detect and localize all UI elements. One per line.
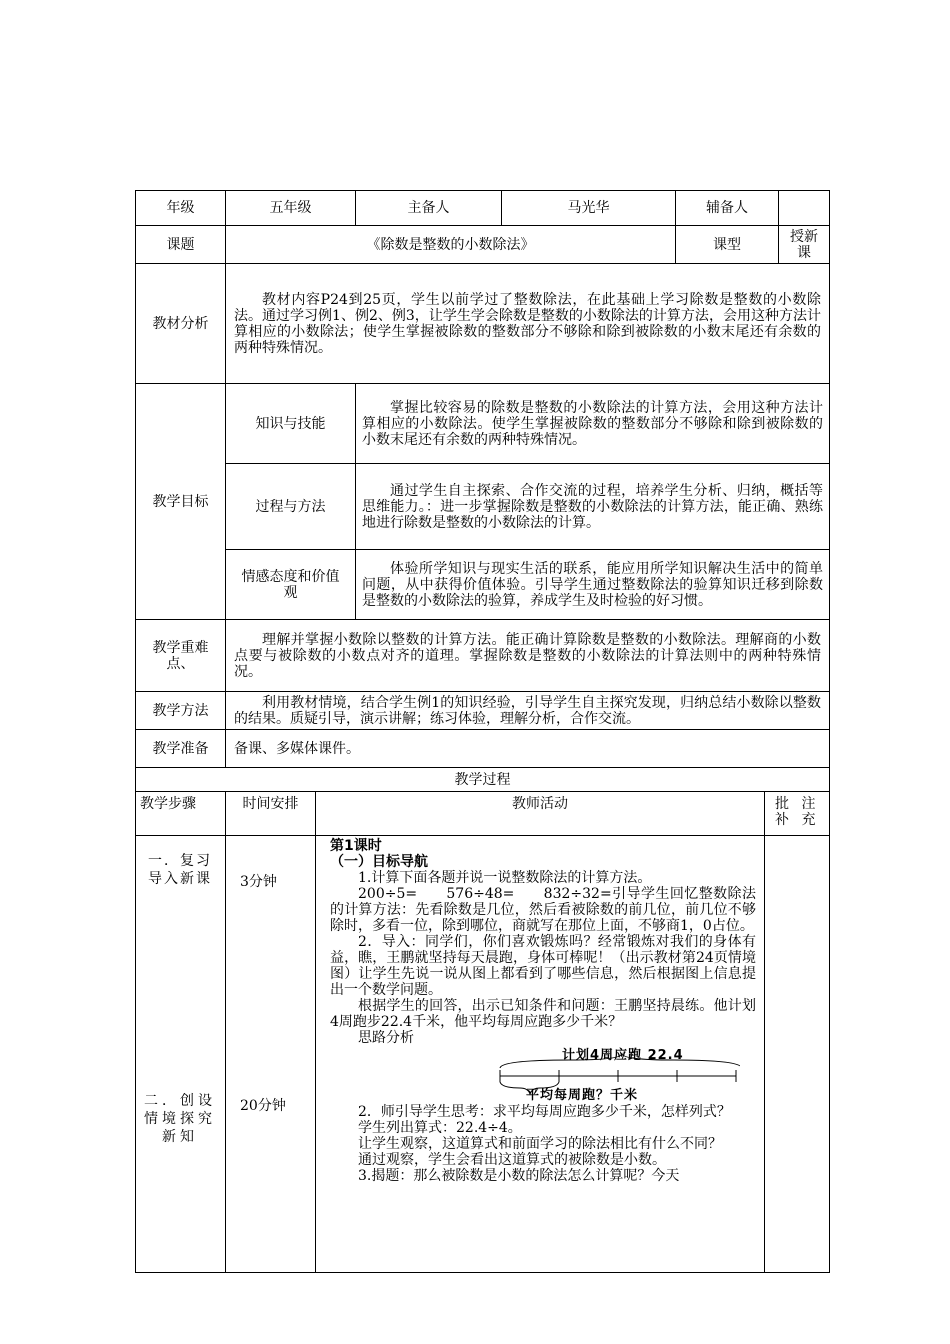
activity-p10: 3.揭题：那么被除数是小数的除法怎么计算呢？今天 — [358, 1168, 680, 1184]
topic-value: 《除数是整数的小数除法》 — [226, 226, 676, 264]
methods-row — [136, 692, 830, 730]
diagram-total-label: 计划4周应跑 22.4 — [562, 1048, 684, 1063]
process-title: 教学过程 — [136, 768, 830, 792]
grade-label: 年级 — [136, 191, 226, 226]
objectives-label: 教学目标 — [136, 384, 226, 620]
keypoints-label: 教学重难点、 — [136, 620, 226, 692]
objective-1-label: 知识与技能 — [226, 384, 356, 464]
topic-label: 课题 — [136, 226, 226, 264]
lesson-plan-table — [135, 190, 830, 1273]
assist-prep-value — [779, 191, 830, 226]
session-heading: 第1课时 — [330, 838, 382, 854]
teacher-activity — [316, 836, 765, 1273]
methods-label: 教学方法 — [136, 692, 226, 730]
objective-1-text: 掌握比较容易的除数是整数的小数除法的计算方法，会用这种方法计算相应的小数除法。使学生掌握被除数的整数部分不够除和除到被除数的小数末尾还有余数的两种特殊情况。 — [362, 399, 823, 448]
material-text: 教材内容P24到25页，学生以前学过了整数除法，在此基础上学习除数是整数的小数除法。通过学习例1、例2、例3，让学生学会除数是整数的小数除法的计算方法，会用这种方法计算相应的小数除法；使学生掌握被除数的整数部分不够除和除到被除数的小数末尾还有余数的两种特殊情况。 — [234, 291, 821, 356]
objective-row-1 — [136, 384, 830, 464]
diagram-part-label: 平均每周跑？千米 — [526, 1088, 639, 1103]
topic-row — [136, 226, 830, 264]
col-activity-header: 教师活动 — [316, 792, 765, 836]
step-2-label: 二．创设情境探究新知 — [144, 1093, 216, 1145]
col-time-header: 时间安排 — [226, 792, 316, 836]
prep-row — [136, 730, 830, 768]
prep-text: 备课、多媒体课件。 — [226, 730, 830, 768]
main-prep-label: 主备人 — [356, 191, 502, 226]
activity-p8: 让学生观察，这道算式和前面学习的除法相比有什么不同？ — [358, 1136, 722, 1152]
activity-p7: 学生列出算式：22.4÷4。 — [358, 1120, 522, 1136]
objective-2-text: 通过学生自主探索、合作交流的过程，培养学生分析、归纳，概括等思维能力。：进一步掌握除数是整数的小数除法的计算方法，能正确、熟练地进行除数是整数的小数除法的计算。 — [362, 482, 823, 531]
objective-2-label: 过程与方法 — [226, 464, 356, 550]
activity-p6: 2．师引导学生思考：求平均每周应跑多少千米，怎样列式？ — [358, 1104, 731, 1120]
process-title-row — [136, 768, 830, 792]
time-2: 20分钟 — [240, 1098, 286, 1114]
methods-text: 利用教材情境，结合学生例1的知识经验，引导学生自主探究发现，归纳总结小数除以整数的结果。质疑引导，演示讲解；练习体验，理解分析，合作交流。 — [234, 694, 821, 727]
objective-3-label: 情感态度和价值观 — [226, 550, 356, 620]
col-steps-header: 教学步骤 — [136, 792, 226, 836]
assist-prep-label: 辅备人 — [676, 191, 779, 226]
activity-p2: 200÷5= 576÷48= 832÷32=引导学生回忆整数除法的计算方法：先看除数是几位，然后看被除数的前几位，前几位不够除时，多看一位，除到哪位，商就写在那位上面，不够商1，0占位。 — [330, 886, 756, 934]
distance-diagram — [330, 1046, 756, 1104]
header-row — [136, 191, 830, 226]
col-notes-header: 批 注补 充 — [765, 792, 830, 836]
activity-p4: 根据学生的回答，出示已知条件和问题：王鹏坚持晨练。他计划4周跑步22.4千米，他平均每周应跑多少千米？ — [330, 998, 756, 1030]
objective-row-3 — [136, 550, 830, 620]
objective-row-2 — [136, 464, 830, 550]
keypoints-text: 理解并掌握小数除以整数的计算方法。能正确计算除数是整数的小数除法。理解商的小数点要与被除数的小数点对齐的道理。掌握除数是整数的小数除法的计算法则中的两种特殊情况。 — [234, 631, 821, 680]
type-value: 授新课 — [779, 226, 830, 264]
activity-p3: 2．导入：同学们，你们喜欢锻炼吗？经常锻炼对我们的身体有益，瞧，王鹏就坚持每天晨跑，身体可棒呢！（出示教材第24页情境图）让学生先说一说从图上都看到了哪些信息，然后根据图上信息提出一个数学问题。 — [330, 934, 756, 998]
type-label: 课型 — [676, 226, 779, 264]
step-1-label: 一．复习导入新课 — [148, 853, 212, 887]
section-heading: （一）目标导航 — [330, 854, 428, 870]
notes-cell — [765, 836, 830, 1273]
prep-label: 教学准备 — [136, 730, 226, 768]
keypoints-row — [136, 620, 830, 692]
process-header-row — [136, 792, 830, 836]
grade-value: 五年级 — [226, 191, 356, 226]
material-label: 教材分析 — [136, 264, 226, 384]
material-row — [136, 264, 830, 384]
activity-p1: 1.计算下面各题并说一说整数除法的计算方法。 — [358, 870, 652, 886]
process-body-row — [136, 836, 830, 1273]
activity-p9: 通过观察，学生会看出这道算式的被除数是小数。 — [358, 1152, 666, 1168]
objective-3-text: 体验所学知识与现实生活的联系，能应用所学知识解决生活中的简单问题，从中获得价值体验。引导学生通过整数除法的验算知识迁移到除数是整数的小数除法的验算，养成学生及时检验的好习惯。 — [362, 560, 823, 609]
main-prep-value: 马光华 — [502, 191, 676, 226]
activity-p5: 思路分析 — [358, 1030, 414, 1046]
time-1: 3分钟 — [240, 874, 277, 890]
